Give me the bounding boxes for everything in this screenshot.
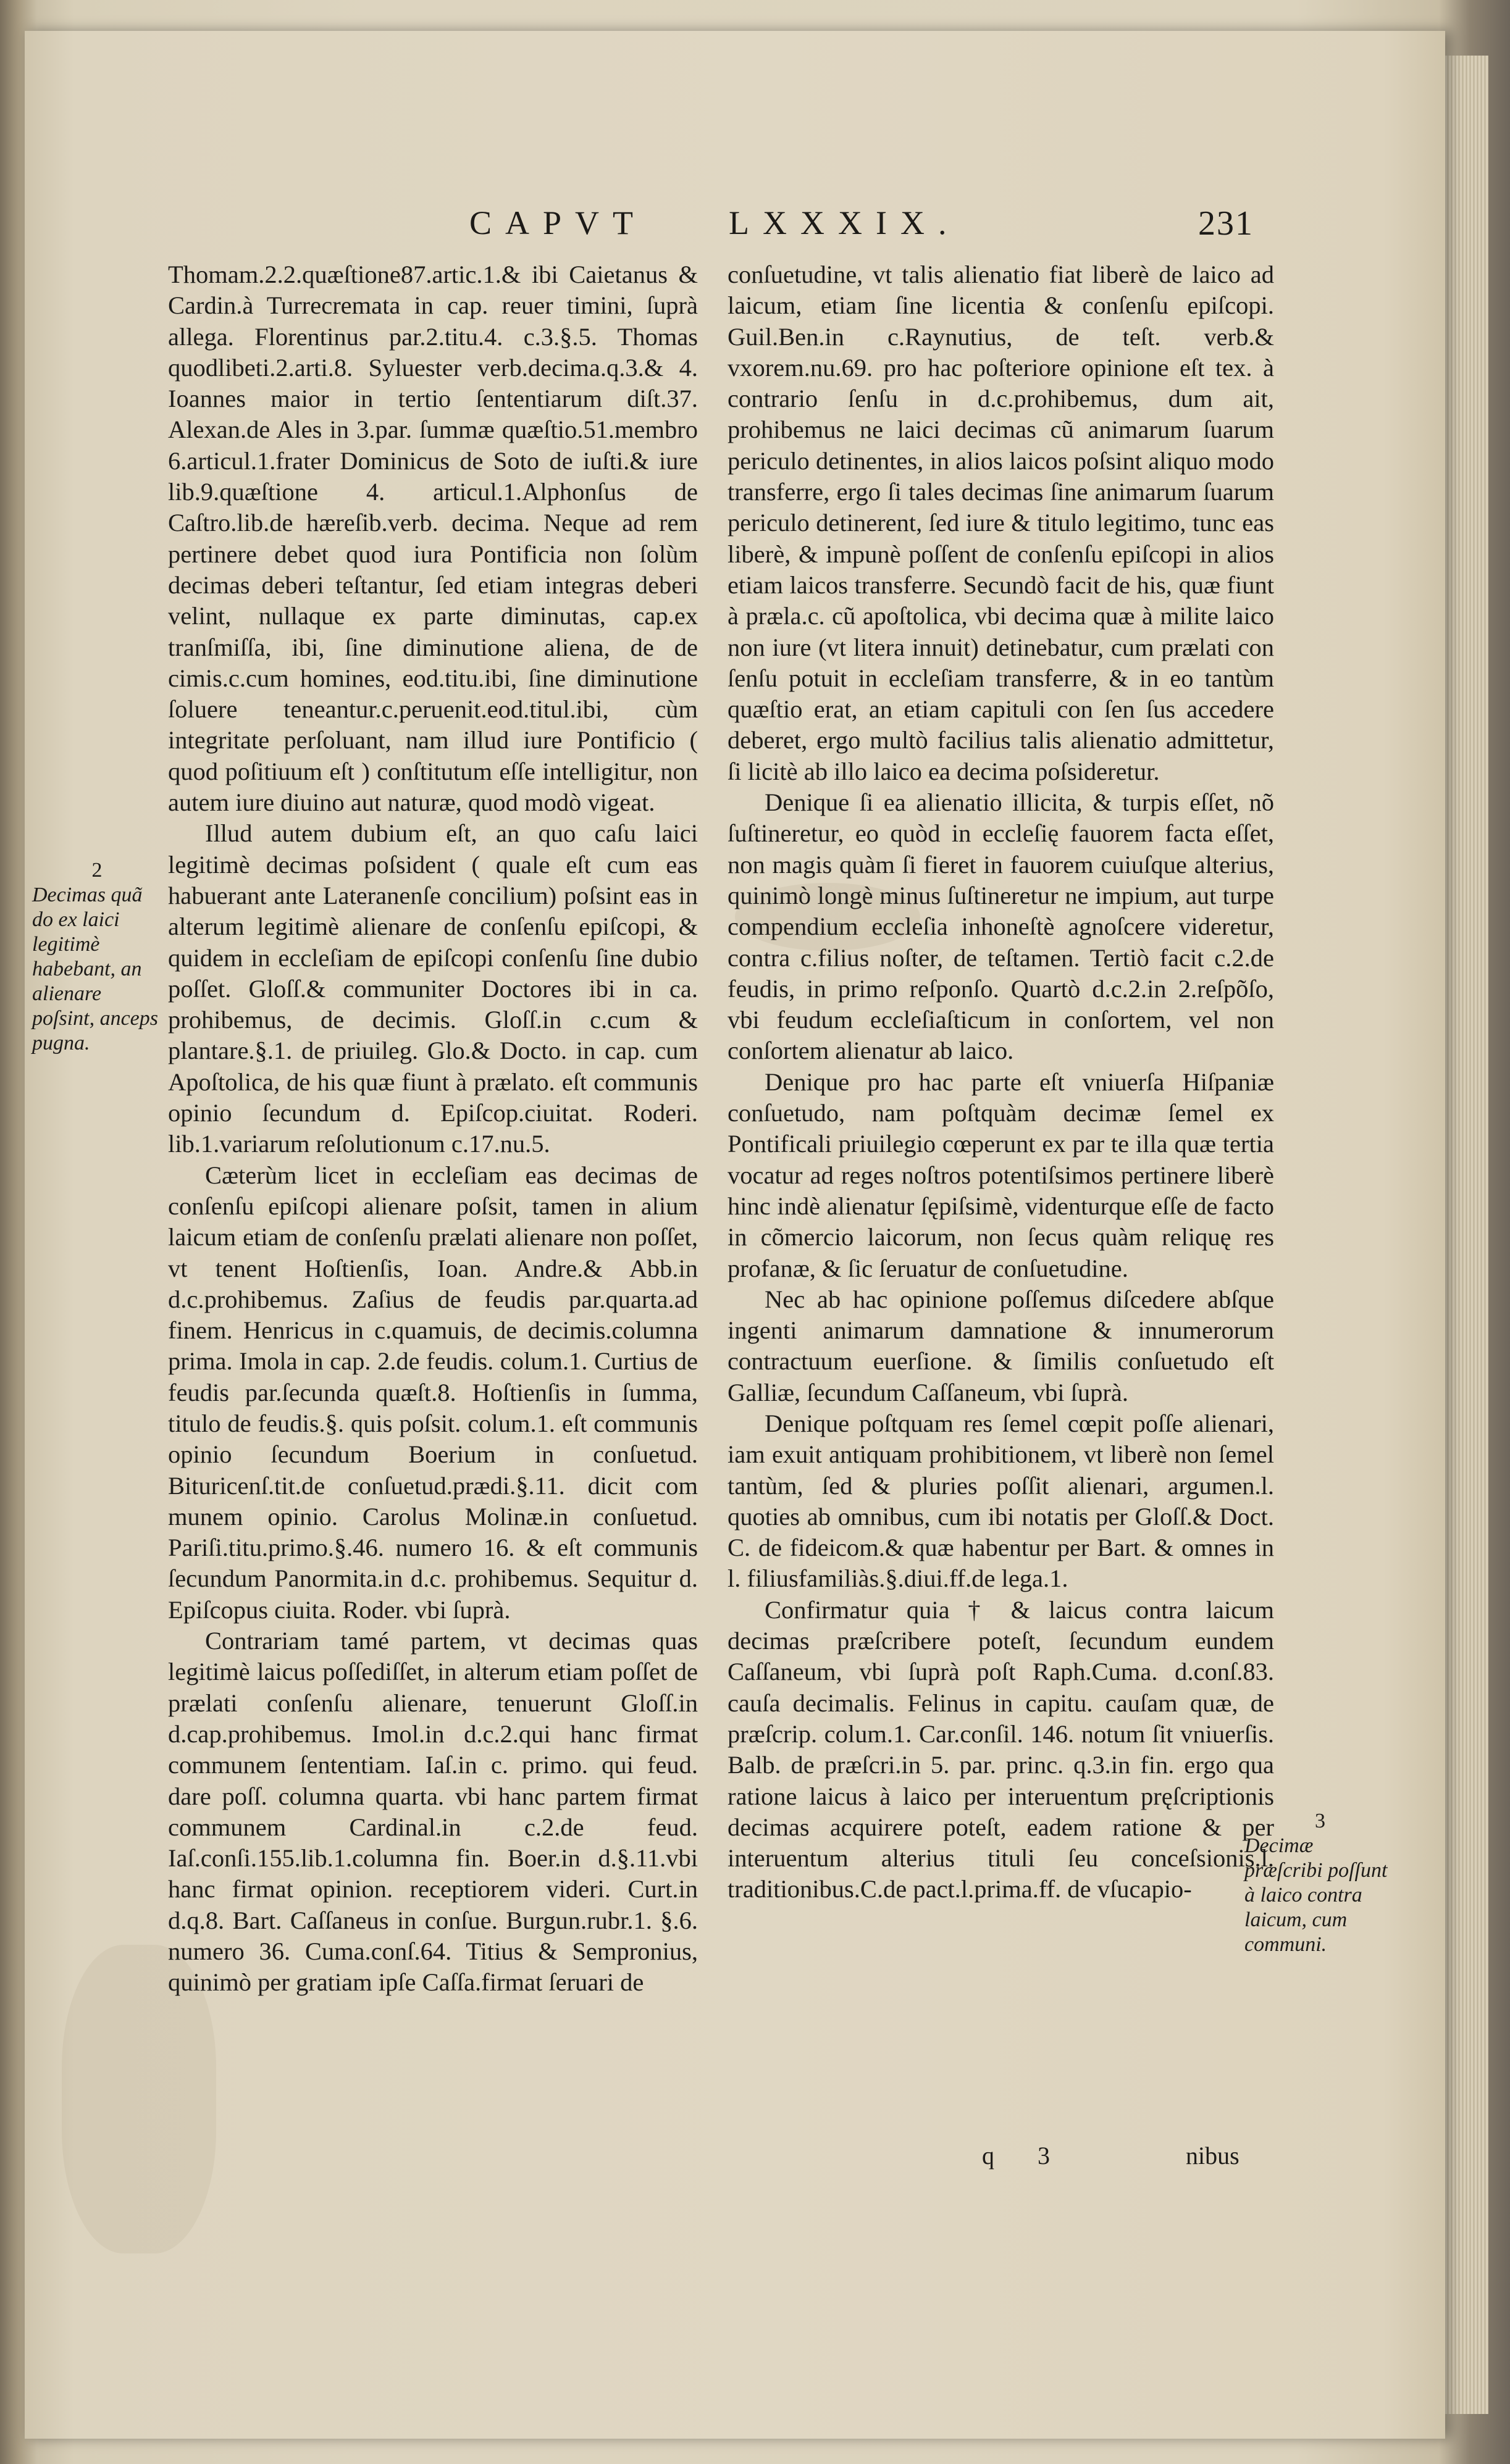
- right-margin-note: [1244, 1809, 1396, 1957]
- margin-note-text: Decimæ præſcribi poſſunt à laico contra laicum, cum communi.: [1244, 1834, 1388, 1956]
- paragraph: Thomam.2.2.quæſtione87.artic.1.& ibi Caietanus & Cardin.à Turrecremata in cap. reuer timini, ſuprà allega. Florentinus par.2.titu.4. c.3.§.5. Thomas quodlibeti.2.arti.8. Syluester verb.decima.q.3.& 4. Ioannes maior in tertio ſententiarum diſt.37. Alexan.de Ales in 3.par. ſummæ quæſtio.51.membro 6.articul.1.frater Dominicus de Soto de iuſti.& iure lib.9.quæſtione 4. articul.1.Alphonſus de Caſtro.lib.de hæreſib.verb. decima. Neque ad rem pertinere debet quod iura Pontificia non ſolùm decimas deberi teſtantur, ſed etiam integras deberi velint, nullaque ex parte diminutas, cap.ex tranſmiſſa, ibi, ſine diminutione aliena, de de cimis.c.cum homines, eod.titu.ibi, ſine diminutione ſoluere teneantur.c.peruenit.eod.titul.ibi, cùm integritate perſoluant, nam illud iure Pontificio ( quod poſitiuum eſt ) conſtitutum eſſe intelligitur, non autem iure diuino aut naturæ, quod modò vigeat.: [168, 261, 698, 817]
- page-edges: [1445, 56, 1488, 2414]
- running-head: [25, 204, 1445, 247]
- paragraph: Denique poſtquam res ſemel cœpit poſſe alienari, iam exuit antiquam prohibitionem, vt liberè non ſemel tantùm, ſed & pluries poſſit alienari, argumen.l. quoties ab omnibus, cum ibi notatis per Gloſſ.& Doct. C. de fideicom.& quæ habentur per Bart. & omnes in l. filiusfamiliàs.§.diui.ff.de lega.1.: [728, 1409, 1274, 1593]
- paragraph: Illud autem dubium eſt, an quo caſu laici legitimè decimas poſsident ( quale eſt cum eas habuerant ante Lateranenſe concilium) poſsint eas in alterum legitimè alienare de conſenſu epiſcopi, & quidem in eccleſiam de epiſcopi conſenſu ſine dubio poſſet. Gloſſ.& communiter Doctores ibi in ca. prohibemus, de decimis. Gloſſ.in c.cum & plantare.§.1. de priuileg. Glo.& Docto. in cap. cum Apoſtolica, de his quæ fiunt à prælato. eſt communis opinio ſecundum d. Epiſcop.ciuitat. Roderi. lib.1.variarum reſolutionum c.17.nu.5.: [168, 819, 698, 1158]
- book-page: [25, 31, 1445, 2439]
- right-text-column: [728, 259, 1274, 1905]
- paragraph: Cæterùm licet in eccleſiam eas decimas de conſenſu epiſcopi alienare poſsit, tamen in alium laicum etiam de conſenſu prælati alienare non poſſet, vt tenent Hoſtienſis, Ioan. Andre.& Abb.in d.c.prohibemus. Zaſius de feudis par.quarta.ad finem. Henricus in c.quamuis, de decimis.columna prima. Imola in cap. 2.de feudis. colum.1. Curtius de feudis par.ſecunda quæſt.8. Hoſtienſis in ſumma, titulo de feudis.§. quis poſsit. colum.1. eſt communis opinio ſecundum Boerium in conſuetud. Bituricenſ.tit.de conſuetud.prædi.§.11. dicit com munem opinio. Carolus Molinæ.in conſuetud. Pariſi.titu.primo.§.46. numero 16. & eſt communis ſecundum Panormita.in d.c. prohibemus. Sequitur d. Epiſcopus ciuita. Roder. vbi ſuprà.: [168, 1161, 698, 1624]
- catchword: nibus: [1186, 2142, 1239, 2170]
- running-head-chapter-number: LXXXIX.: [729, 204, 960, 241]
- paragraph: Contrariam tamé partem, vt decimas quas legitimè laicus poſſediſſet, in alterum etiam poſſet de prælati conſenſu alienare, tenuerunt Gloſſ.in d.cap.prohibemus. Imol.in d.c.2.qui hanc firmat communem ſententiam. Iaſ.in c. primo. qui feud. dare poſſ. columna quarta. vbi hanc partem firmat communem Cardinal.in c.2.de feud. Iaſ.conſi.155.lib.1.columna fin. Boer.in d.§.11.vbi hanc firmat opinion. receptiorem videri. Curt.in d.q.8. Bart. Caſſaneus in conſue. Burgun.rubr.1. §.6. numero 36. Cuma.conſ.64. Titius & Sempronius, quinimò per gratiam ipſe Caſſa.firmat ſeruari de: [168, 1627, 698, 1997]
- paragraph: Denique ſi ea alienatio illicita, & turpis eſſet, nõ ſuſtineretur, eo quòd in eccleſię fauorem facta eſſet, non magis quàm ſi fieret in fauorem cuiuſque alterius, quinimò longè minus ſuſtineretur ne impium, aut turpe compendium eccleſia inhoneſtè agnoſcere videretur, contra c.filius noſter, de teſtamen. Tertiò facit c.2.de feudis, in primo reſponſo. Quartò d.c.2.in 2.reſpõſo, vbi feudum eccleſiaſticum in conſortem, vel non conſortem alienatur ab laico.: [728, 788, 1274, 1065]
- left-text-column: [168, 259, 698, 1998]
- margin-note-number: 2: [91, 859, 103, 882]
- paragraph: Denique pro hac parte eſt vniuerſa Hiſpaniæ conſuetudo, nam poſtquàm decimæ ſemel ex Pontificali priuilegio cœperunt ex par te illa quæ tertia vocatur ad reges noſtros potentiſsimos pertinere liberè hinc indè alienatur ſępiſsimè, videnturque eſſe de facto in cõmercio laicorum, non ſecus quàm reliquę res profanæ, & ſic ſeruatur de conſuetudine.: [728, 1067, 1274, 1282]
- margin-note-number: 3: [1315, 1810, 1325, 1832]
- signature-mark: q 3: [982, 2142, 1068, 2170]
- paragraph: Confirmatur quia † & laicus contra laicum decimas præſcribere poteſt, ſecundum eundem Caſſaneum, vbi ſuprà poſt Raph.Cuma. d.conſ.83. cauſa decimalis. Felinus in capitu. cauſam quæ, de præſcrip. colum.1. Car.conſil. 146. notum ſit vniuerſis. Balb. de præſcri.in 5. par. princ. q.3.in fin. ergo qua ratione laicus à laico per interuentum pręſcriptionis decimas acquirere poteſt, eadem ratione & per interuentum alterius tituli ſeu conceſsionis.l. traditionibus.C.de pact.l.prima.ff. de vſucapio-: [728, 1595, 1274, 1903]
- page-number: 231: [1198, 204, 1254, 243]
- paragraph: Nec ab hac opinione poſſemus diſcedere abſque ingenti animarum damnatione & innumerorum contractuum euerſione. & ſimilis conſuetudo eſt Galliæ, ſecundum Caſſaneum, vbi ſuprà.: [728, 1285, 1274, 1406]
- running-head-caput: CAPVT: [469, 204, 647, 241]
- margin-note-text: Decimas quã do ex laici legitimè habebant, an alienare poſsint, anceps pugna.: [32, 883, 158, 1055]
- left-margin-note: [32, 858, 162, 1056]
- paragraph: conſuetudine, vt talis alienatio fiat liberè de laico ad laicum, etiam ſine licentia & conſenſu epiſcopi. Guil.Ben.in c.Raynutius, de teſt. verb.& vxorem.nu.69. pro hac poſteriore opinione eſt tex. à contrario ſenſu in d.c.prohibemus, dum ait, prohibemus ne laici decimas cũ animarum ſuarum periculo detinentes, in alios laicos poſsint aliquo modo transferre, ergo ſi tales decimas ſine animarum ſuarum periculo detinerent, ſed iure & titulo legitimo, tunc eas liberè, & impunè poſſent de conſenſu epiſcopi in alios etiam laicos transferre. Secundò facit de his, quæ fiunt à præla.c. cũ apoſtolica, vbi decima quæ à milite laico non iure (vt litera innuit) detinebatur, cum prælati con ſenſu potuit in eccleſiam transferre, & in eo tantùm quæſtio erat, an etiam capituli con ſen ſus accedere deberet, ergo multò facilius talis alienatio admittetur, ſi licitè ab illo laico ea decima poſsideretur.: [728, 261, 1274, 785]
